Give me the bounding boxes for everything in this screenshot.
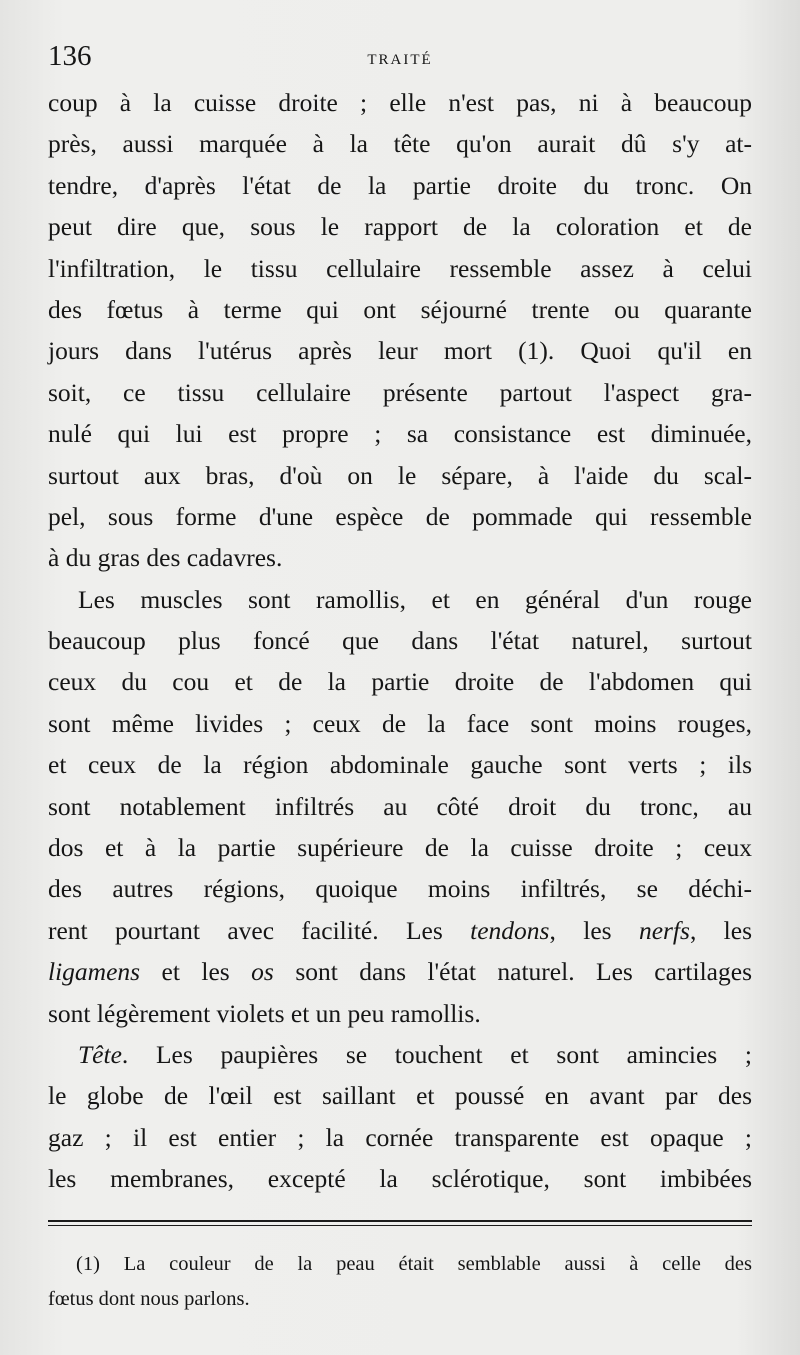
footnote-line: fœtus dont nous parlons. (48, 1288, 250, 1310)
text-line: ligamens et les os sont dans l'état naturel. Les cartilages (48, 957, 752, 987)
text-line: tendre, d'après l'état de la partie droite du tronc. On (48, 170, 752, 200)
page-number: 136 (48, 40, 92, 72)
text-line: surtout aux bras, d'où on le sépare, à l'aide du scal- (48, 460, 752, 490)
text-line: près, aussi marquée à la tête qu'on aurait dû s'y at- (48, 129, 752, 159)
text-line: l'infiltration, le tissu cellulaire ressemble assez à celui (48, 253, 752, 283)
text-line: des fœtus à terme qui ont séjourné trente ou quarante (48, 294, 752, 324)
footnote-rule (48, 1220, 752, 1222)
text-line: coup à la cuisse droite ; elle n'est pas, ni à beaucoup (48, 88, 752, 117)
text-line: ceux du cou et de la partie droite de l'abdomen qui (48, 667, 752, 697)
text-line: sont légèrement violets et un peu ramollis. (48, 998, 481, 1028)
footnote (48, 1247, 752, 1317)
text-line: nulé qui lui est propre ; sa consistance est diminuée, (48, 419, 752, 449)
text-line: sont même livides ; ceux de la face sont moins rouges, (48, 708, 752, 738)
running-head (48, 38, 752, 78)
text-line: pel, sous forme d'une espèce de pommade qui ressemble (48, 501, 752, 531)
text-line: jours dans l'utérus après leur mort (1). Quoi qu'il en (48, 336, 752, 366)
text-line: Tête. Les paupières se touchent et sont amincies ; (78, 1039, 752, 1069)
text-line: sont notablement infiltrés au côté droit du tronc, au (48, 791, 752, 821)
text-line: et ceux de la région abdominale gauche sont verts ; ils (48, 750, 752, 780)
text-line: à du gras des cadavres. (48, 543, 283, 573)
text-line: beaucoup plus foncé que dans l'état naturel, surtout (48, 626, 752, 656)
footnote-line: (1) La couleur de la peau était semblable aussi à celle des (76, 1253, 752, 1275)
text-line: soit, ce tissu cellulaire présente partout l'aspect gra- (48, 377, 752, 407)
text-line: dos et à la partie supérieure de la cuisse droite ; ceux (48, 833, 752, 863)
running-title: TRAITÉ (367, 52, 433, 68)
text-line: des autres régions, quoique moins infiltrés, se déchi- (48, 874, 752, 904)
text-line: les membranes, excepté la sclérotique, sont imbibées (48, 1164, 752, 1194)
text-line: rent pourtant avec facilité. Les tendons, les nerfs, les (48, 915, 753, 945)
footnote-rule-thin (48, 1225, 752, 1226)
body-text (48, 82, 752, 1200)
text-line: gaz ; il est entier ; la cornée transparente est opaque ; (48, 1122, 752, 1152)
text-line: le globe de l'œil est saillant et poussé en avant par des (48, 1081, 752, 1111)
text-line: Les muscles sont ramollis, et en général d'un rouge (78, 584, 752, 614)
text-line: peut dire que, sous le rapport de la coloration et de (48, 212, 752, 242)
